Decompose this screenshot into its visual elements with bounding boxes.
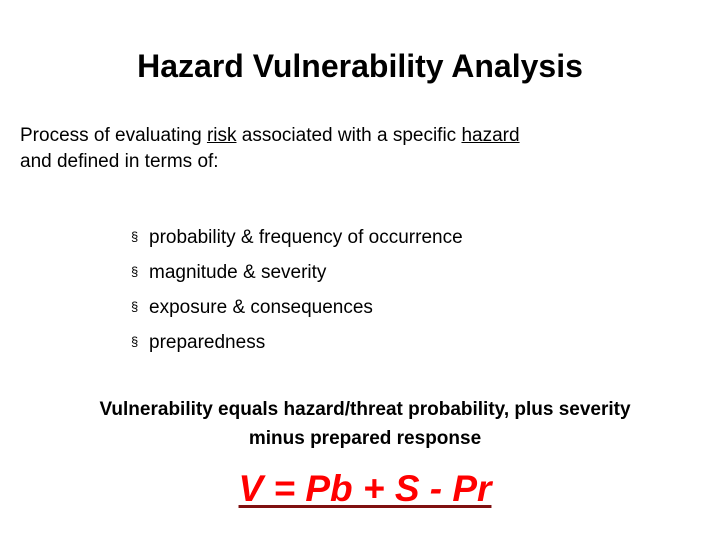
risk-term: risk	[206, 125, 237, 146]
list-item-text: exposure & consequences	[149, 297, 373, 318]
intro-paragraph	[20, 123, 700, 175]
summary-statement	[0, 395, 720, 453]
bullet-marker: §	[131, 229, 139, 244]
list-item	[131, 325, 463, 360]
slide-title: Hazard Vulnerability Analysis	[137, 48, 583, 84]
list-item-text: magnitude & severity	[149, 262, 327, 283]
hazard-term: hazard	[461, 125, 520, 146]
vulnerability-formula: V = Pb + S - Pr	[238, 468, 492, 509]
list-item-text: probability & frequency of occurrence	[149, 227, 463, 248]
intro-text-line2: and defined in terms of:	[20, 151, 219, 172]
bullet-marker: §	[131, 264, 139, 279]
list-item-text: preparedness	[149, 332, 266, 353]
summary-line-2: minus prepared response	[248, 428, 482, 449]
intro-text-part1: Process of evaluating	[20, 125, 207, 146]
bullet-marker: §	[131, 299, 139, 314]
criteria-list	[131, 220, 463, 360]
summary-line-1: Vulnerability equals hazard/threat probability, plus severity	[99, 399, 631, 420]
intro-text-part2: associated with a specific	[236, 125, 462, 146]
bullet-marker: §	[131, 334, 139, 349]
list-item	[131, 220, 463, 255]
list-item	[131, 290, 463, 325]
list-item	[131, 255, 463, 290]
